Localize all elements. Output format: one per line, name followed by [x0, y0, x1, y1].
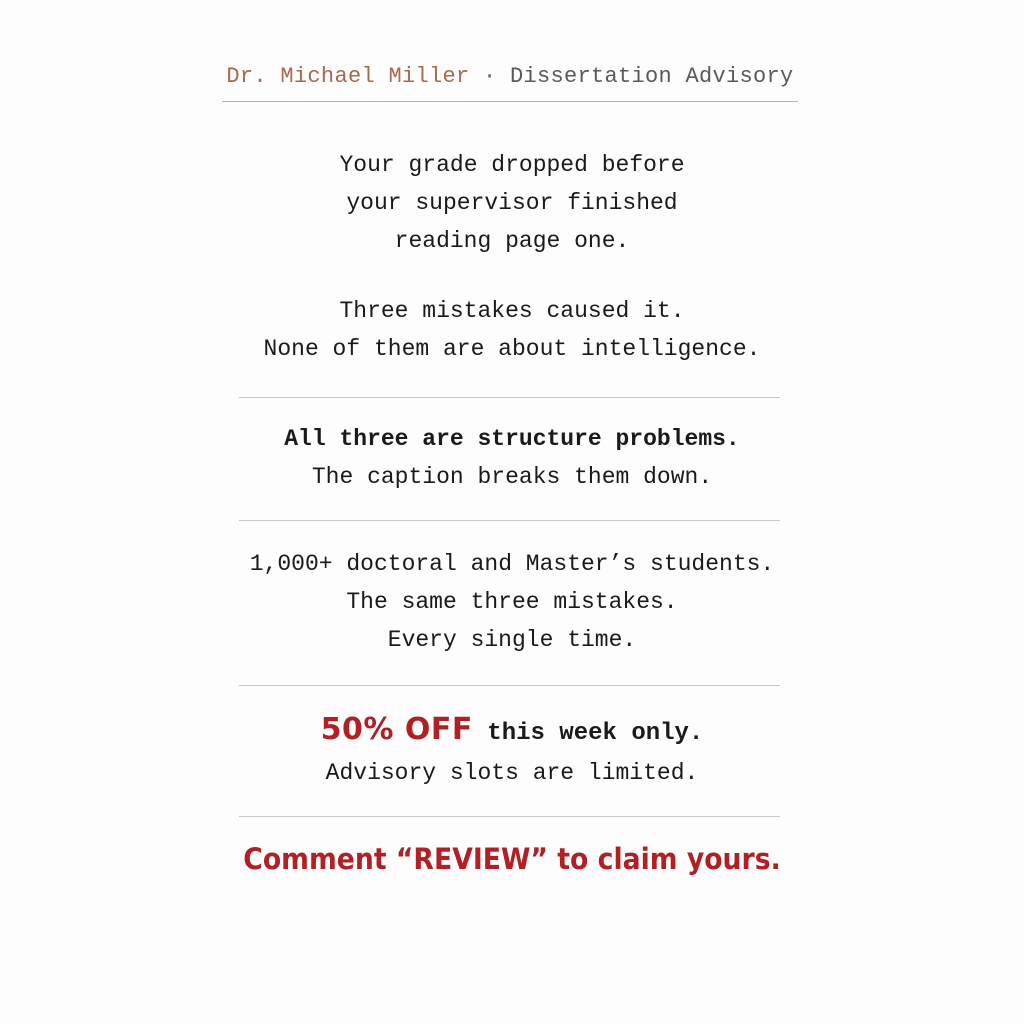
- structure-text: [192, 420, 832, 496]
- intro-line: your supervisor finished: [346, 190, 678, 216]
- offer-text: this week only.: [487, 720, 704, 747]
- brand-name: Dissertation Advisory: [510, 64, 794, 89]
- divider: [239, 816, 780, 817]
- intro-line: reading page one.: [394, 228, 630, 254]
- mistakes-line: None of them are about intelligence.: [263, 336, 761, 362]
- proof-text: [192, 545, 832, 659]
- header-divider: [222, 101, 798, 102]
- offer-note: Advisory slots are limited.: [325, 760, 699, 786]
- intro-line: Your grade dropped before: [339, 152, 685, 178]
- divider: [239, 397, 780, 398]
- structure-subline: The caption breaks them down.: [311, 464, 713, 490]
- offer-headline: [192, 710, 832, 754]
- offer-section: [192, 710, 832, 792]
- mistakes-line: Three mistakes caused it.: [339, 298, 685, 324]
- discount-label: 50% OFF: [320, 712, 473, 747]
- intro-text: [192, 146, 832, 260]
- call-to-action: Comment “REVIEW” to claim yours.: [243, 842, 781, 876]
- advisor-name: Dr. Michael Miller: [226, 64, 470, 89]
- proof-line: The same three mistakes.: [346, 589, 678, 615]
- divider: [239, 520, 780, 521]
- header-separator: ·: [482, 64, 497, 89]
- header: [222, 64, 798, 89]
- mistakes-text: [192, 292, 832, 368]
- divider: [239, 685, 780, 686]
- structure-headline: All three are structure problems.: [284, 426, 740, 452]
- proof-line: 1,000+ doctoral and Master’s students.: [249, 551, 775, 577]
- proof-line: Every single time.: [387, 627, 637, 653]
